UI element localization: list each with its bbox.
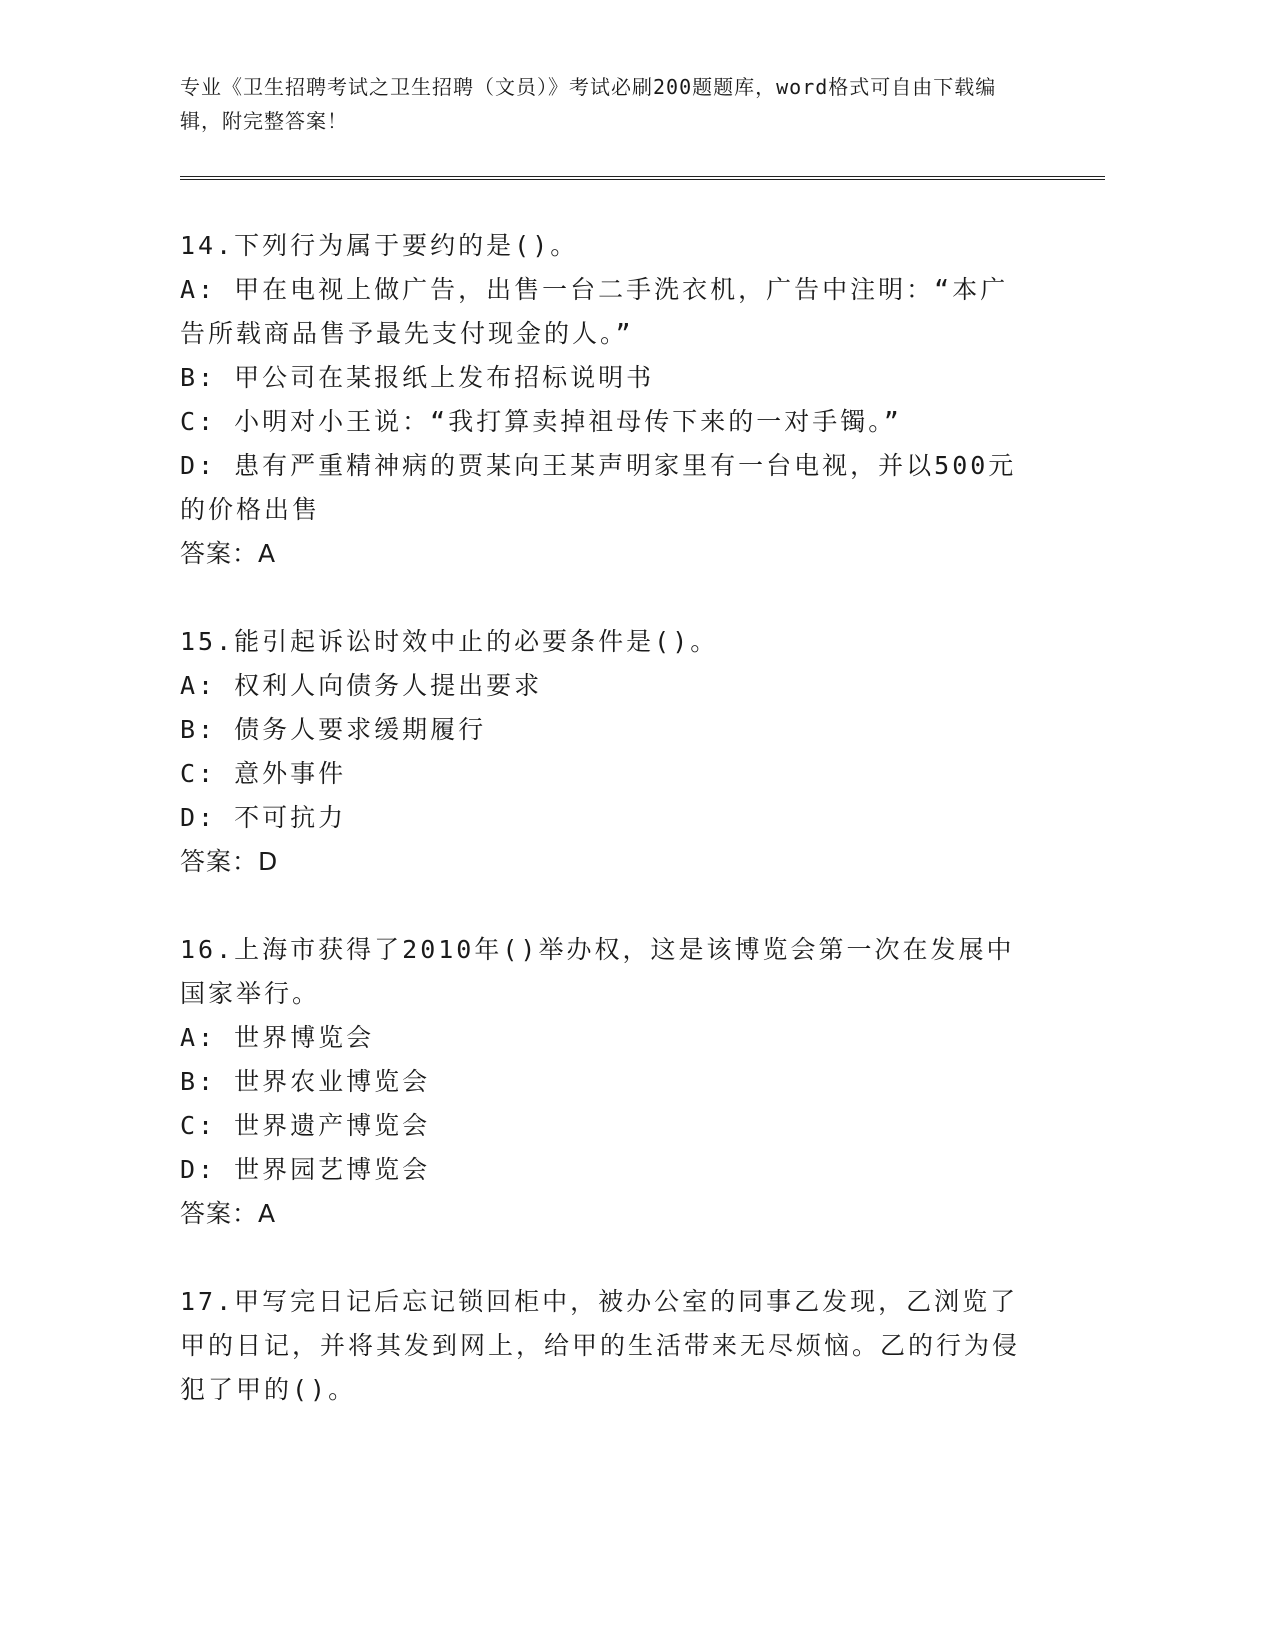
option-a: A: 甲在电视上做广告，出售一台二手洗衣机，广告中注明：“本广告所载商品售予最先支付现金的人。” <box>180 275 1009 348</box>
question-stem: 17.甲写完日记后忘记锁回柜中，被办公室的同事乙发现，乙浏览了甲的日记，并将其发到网上，给甲的生活带来无尽烦恼。乙的行为侵犯了甲的()。 <box>180 1287 1021 1404</box>
question-list <box>180 224 1105 1412</box>
question-stem: 16.上海市获得了2010年()举办权，这是该博览会第一次在发展中国家举行。 <box>180 935 1015 1008</box>
option-b: B: 世界农业博览会 <box>180 1067 431 1096</box>
question-14 <box>180 224 1105 576</box>
option-c: C: 世界遗产博览会 <box>180 1111 431 1140</box>
answer: 答案：A <box>180 1199 277 1228</box>
option-b: B: 债务人要求缓期履行 <box>180 715 487 744</box>
option-b: B: 甲公司在某报纸上发布招标说明书 <box>180 363 655 392</box>
question-stem: 15.能引起诉讼时效中止的必要条件是()。 <box>180 627 719 656</box>
question-stem: 14.下列行为属于要约的是()。 <box>180 231 579 260</box>
option-c: C: 小明对小王说：“我打算卖掉祖母传下来的一对手镯。” <box>180 407 902 436</box>
question-16 <box>180 928 1105 1236</box>
answer: 答案：D <box>180 847 279 876</box>
option-d: D: 世界园艺博览会 <box>180 1155 431 1184</box>
document-page <box>180 70 1105 1456</box>
option-c: C: 意外事件 <box>180 759 347 788</box>
question-15 <box>180 620 1105 884</box>
question-17 <box>180 1280 1105 1412</box>
document-header: 专业《卫生招聘考试之卫生招聘（文员）》考试必刷200题题库，word格式可自由下载编辑，附完整答案！ <box>180 75 997 133</box>
option-a: A: 世界博览会 <box>180 1023 375 1052</box>
header-divider <box>180 176 1105 180</box>
option-d: D: 不可抗力 <box>180 803 347 832</box>
option-d: D: 患有严重精神病的贾某向王某声明家里有一台电视，并以500元的价格出售 <box>180 451 1017 524</box>
option-a: A: 权利人向债务人提出要求 <box>180 671 543 700</box>
answer: 答案：A <box>180 539 277 568</box>
